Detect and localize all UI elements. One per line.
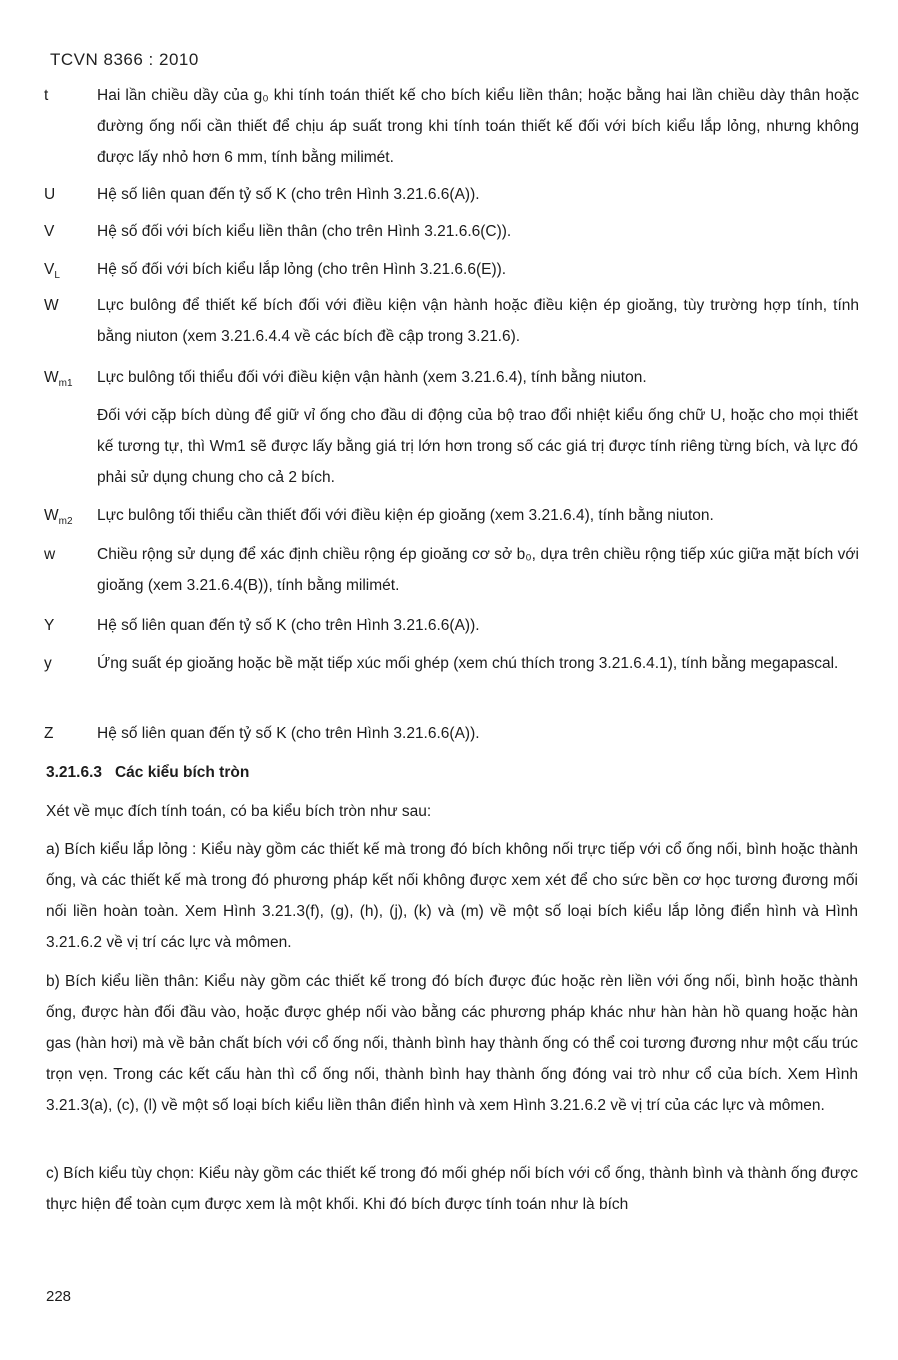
definition-z bbox=[44, 718, 859, 749]
flange-type-loose: a) Bích kiểu lắp lỏng : Kiểu này gồm các thiết kế mà trong đó bích không nối trực tiếp với cổ ống nối, bình hoặc thành ống, và các thiết kế mà trong đó phương pháp kết nối không được xem xét để cho sức bền cơ học tương đương mối nối liền hoàn toàn. Xem Hình 3.21.3(f), (g), (h), (j), (k) và (m) về một số loại bích kiểu lắp lỏng điển hình và Hình 3.21.6.2 về vị trí các lực và mômen. bbox=[46, 841, 858, 951]
definition-text: Lực bulông tối thiểu cần thiết đối với điều kiện ép gioăng (xem 3.21.6.4), tính bằng niuton. bbox=[97, 507, 714, 524]
page-number: 228 bbox=[46, 1288, 72, 1305]
definition-u bbox=[44, 179, 859, 210]
definition-symbol: U bbox=[44, 186, 56, 203]
definition-w-lower bbox=[44, 539, 859, 601]
definition-text: Hệ số liên quan đến tỷ số K (cho trên Hình 3.21.6.6(A)). bbox=[97, 186, 480, 203]
definition-w bbox=[44, 290, 859, 352]
definition-symbol bbox=[44, 254, 94, 291]
definition-wm2 bbox=[44, 500, 859, 531]
symbol-subscript: L bbox=[54, 270, 60, 282]
section-number: 3.21.6.3 bbox=[46, 764, 103, 781]
definition-symbol bbox=[44, 362, 94, 399]
definition-symbol: w bbox=[44, 546, 56, 563]
definition-symbol bbox=[44, 500, 94, 537]
definition-symbol: Y bbox=[44, 617, 55, 634]
definition-symbol: Z bbox=[44, 725, 54, 742]
section-heading bbox=[46, 764, 249, 782]
document-header: TCVN 8366 : 2010 bbox=[50, 50, 199, 69]
definition-text: Lực bulông để thiết kế bích đối với điều kiện vận hành hoặc điều kiện ép gioăng, tùy trường hợp tính, tính bằng niuton (xem 3.21.6.4.4 về các bích đề cập trong 3.21.6). bbox=[97, 297, 859, 345]
definition-t bbox=[44, 80, 859, 173]
flange-type-optional: c) Bích kiểu tùy chọn: Kiểu này gồm các thiết kế trong đó mối ghép nối bích với cổ ống, thành bình và thành ống được thực hiện để toàn cụm được xem là một khối. Khi đó bích được tính toán như là bích bbox=[46, 1165, 858, 1213]
definition-symbol: y bbox=[44, 655, 52, 672]
definition-text: Chiều rộng sử dụng để xác định chiều rộng ép gioăng cơ sở b₀, dựa trên chiều rộng tiếp xúc giữa mặt bích với gioăng (xem 3.21.6.4(B)), tính bằng milimét. bbox=[97, 546, 859, 594]
definition-vl bbox=[44, 254, 859, 285]
symbol-main: W bbox=[44, 507, 59, 524]
symbol-main: V bbox=[44, 261, 55, 278]
definition-symbol: t bbox=[44, 87, 49, 104]
definition-wm1 bbox=[44, 362, 859, 393]
flange-type-integral: b) Bích kiểu liền thân: Kiểu này gồm các thiết kế trong đó bích được đúc hoặc rèn liền với ống nối, bình hoặc thành ống, được hàn đối đầu vào, hoặc được ghép nối vào bằng các phương pháp khác như hàn hàn hồ quang hoặc hàn gas (hàn hơi) mà về bản chất bích với cổ ống nối, thành bình hay thành ống có thể coi tương đương như một cấu trúc trọn vẹn. Trong các kết cấu hàn thì cổ ống nối, thành bình hay thành ống đóng vai trò như cổ của bích. Xem Hình 3.21.3(a), (c), (l) về một số loại bích kiểu liền thân điển hình và xem Hình 3.21.6.2 về vị trí của các lực và mômen. bbox=[46, 973, 858, 1114]
definition-text: Lực bulông tối thiểu đối với điều kiện vận hành (xem 3.21.6.4), tính bằng niuton. bbox=[97, 369, 647, 386]
symbol-subscript: m1 bbox=[58, 378, 73, 390]
definition-text: Hệ số liên quan đến tỷ số K (cho trên Hình 3.21.6.6(A)). bbox=[97, 725, 480, 742]
definition-text: Hệ số đối với bích kiểu lắp lỏng (cho trên Hình 3.21.6.6(E)). bbox=[97, 261, 507, 278]
definition-text: Hệ số đối với bích kiểu liền thân (cho trên Hình 3.21.6.6(C)). bbox=[97, 223, 512, 240]
section-intro: Xét về mục đích tính toán, có ba kiểu bích tròn như sau: bbox=[46, 803, 432, 820]
symbol-main: W bbox=[44, 369, 59, 386]
definition-symbol: V bbox=[44, 223, 55, 240]
definition-v bbox=[44, 216, 859, 247]
definition-y-upper bbox=[44, 610, 859, 641]
wm1-note: Đối với cặp bích dùng để giữ vỉ ống cho đầu di động của bộ trao đổi nhiệt kiểu ống chữ U, hoặc cho mọi thiết kế tương tự, thì Wm1 sẽ được lấy bằng giá trị lớn hơn trong số các giá trị được tính riêng từng bích, và lực đó phải sử dụng chung cho cả 2 bích. bbox=[97, 407, 858, 486]
section-title: Các kiểu bích tròn bbox=[114, 764, 250, 781]
definition-text: Hệ số liên quan đến tỷ số K (cho trên Hình 3.21.6.6(A)). bbox=[97, 617, 480, 634]
definition-symbol: W bbox=[44, 297, 59, 314]
definition-text: Hai lần chiều dầy của g₀ khi tính toán thiết kế cho bích kiểu liền thân; hoặc bằng hai lần chiều dày thân hoặc đường ống nối cần thiết để chịu áp suất trong khi tính toán thiết kế đối với bích kiểu lắp lỏng, nhưng không được lấy nhỏ hơn 6 mm, tính bằng milimét. bbox=[97, 87, 859, 166]
definition-text: Ứng suất ép gioăng hoặc bề mặt tiếp xúc mối ghép (xem chú thích trong 3.21.6.4.1), tính bằng megapascal. bbox=[97, 655, 839, 672]
definition-y-lower bbox=[44, 648, 859, 679]
symbol-subscript: m2 bbox=[58, 516, 73, 528]
